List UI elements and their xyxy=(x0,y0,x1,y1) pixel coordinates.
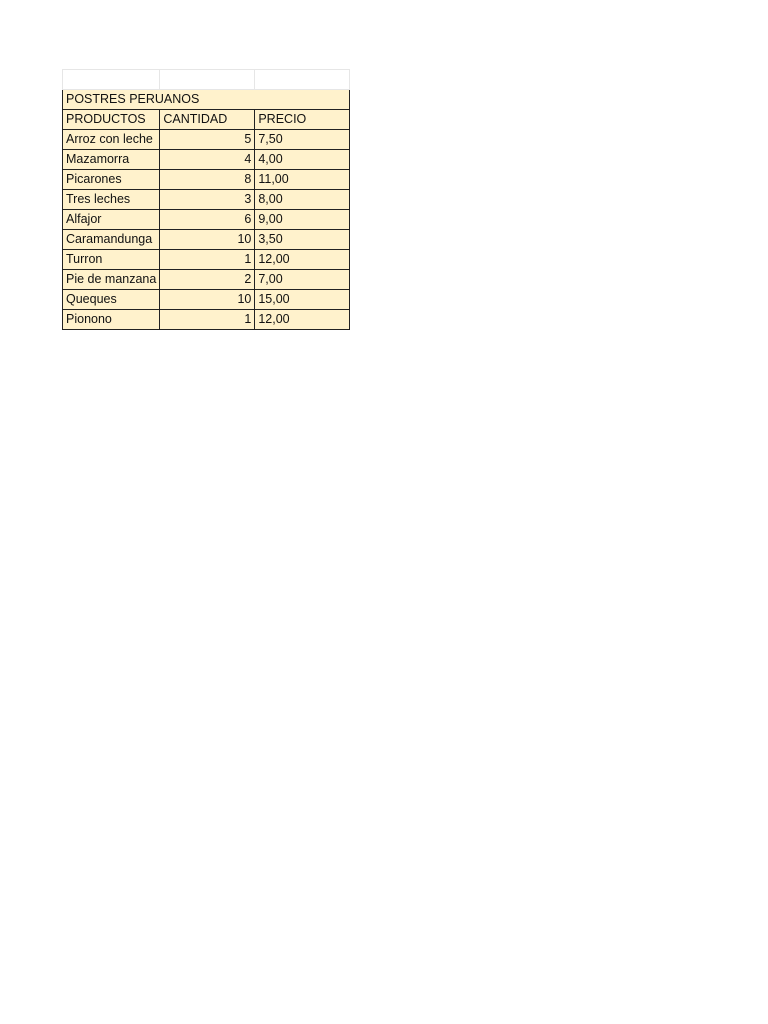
price-cell[interactable]: 7,50 xyxy=(255,130,350,150)
table-row xyxy=(63,210,350,230)
quantity-cell[interactable]: 10 xyxy=(160,230,255,250)
quantity-cell[interactable]: 6 xyxy=(160,210,255,230)
product-cell[interactable]: Turron xyxy=(63,250,160,270)
empty-cell[interactable] xyxy=(160,70,255,90)
product-cell[interactable]: Pionono xyxy=(63,310,160,330)
quantity-cell[interactable]: 4 xyxy=(160,150,255,170)
quantity-cell[interactable]: 10 xyxy=(160,290,255,310)
table-row xyxy=(63,310,350,330)
product-cell[interactable]: Caramandunga xyxy=(63,230,160,250)
header-row xyxy=(63,110,350,130)
quantity-cell[interactable]: 5 xyxy=(160,130,255,150)
product-cell[interactable]: Arroz con leche xyxy=(63,130,160,150)
product-cell[interactable]: Picarones xyxy=(63,170,160,190)
price-cell[interactable]: 7,00 xyxy=(255,270,350,290)
table-row xyxy=(63,150,350,170)
empty-row xyxy=(63,70,350,90)
header-productos[interactable]: PRODUCTOS xyxy=(63,110,160,130)
postres-table xyxy=(62,69,350,330)
table-row xyxy=(63,250,350,270)
table-row xyxy=(63,130,350,150)
empty-cell[interactable] xyxy=(255,70,350,90)
product-cell[interactable]: Tres leches xyxy=(63,190,160,210)
table-row xyxy=(63,230,350,250)
table-title[interactable]: POSTRES PERUANOS xyxy=(63,90,350,110)
price-cell[interactable]: 15,00 xyxy=(255,290,350,310)
product-cell[interactable]: Queques xyxy=(63,290,160,310)
title-row xyxy=(63,90,350,110)
price-cell[interactable]: 3,50 xyxy=(255,230,350,250)
spreadsheet xyxy=(62,69,350,330)
price-cell[interactable]: 12,00 xyxy=(255,250,350,270)
table-row xyxy=(63,290,350,310)
quantity-cell[interactable]: 1 xyxy=(160,310,255,330)
empty-cell[interactable] xyxy=(63,70,160,90)
product-cell[interactable]: Mazamorra xyxy=(63,150,160,170)
table-row xyxy=(63,170,350,190)
price-cell[interactable]: 12,00 xyxy=(255,310,350,330)
price-cell[interactable]: 11,00 xyxy=(255,170,350,190)
product-cell[interactable]: Alfajor xyxy=(63,210,160,230)
quantity-cell[interactable]: 3 xyxy=(160,190,255,210)
header-cantidad[interactable]: CANTIDAD xyxy=(160,110,255,130)
quantity-cell[interactable]: 1 xyxy=(160,250,255,270)
header-precio[interactable]: PRECIO xyxy=(255,110,350,130)
price-cell[interactable]: 8,00 xyxy=(255,190,350,210)
price-cell[interactable]: 9,00 xyxy=(255,210,350,230)
table-row xyxy=(63,270,350,290)
quantity-cell[interactable]: 2 xyxy=(160,270,255,290)
quantity-cell[interactable]: 8 xyxy=(160,170,255,190)
product-cell[interactable]: Pie de manzana xyxy=(63,270,160,290)
price-cell[interactable]: 4,00 xyxy=(255,150,350,170)
table-row xyxy=(63,190,350,210)
